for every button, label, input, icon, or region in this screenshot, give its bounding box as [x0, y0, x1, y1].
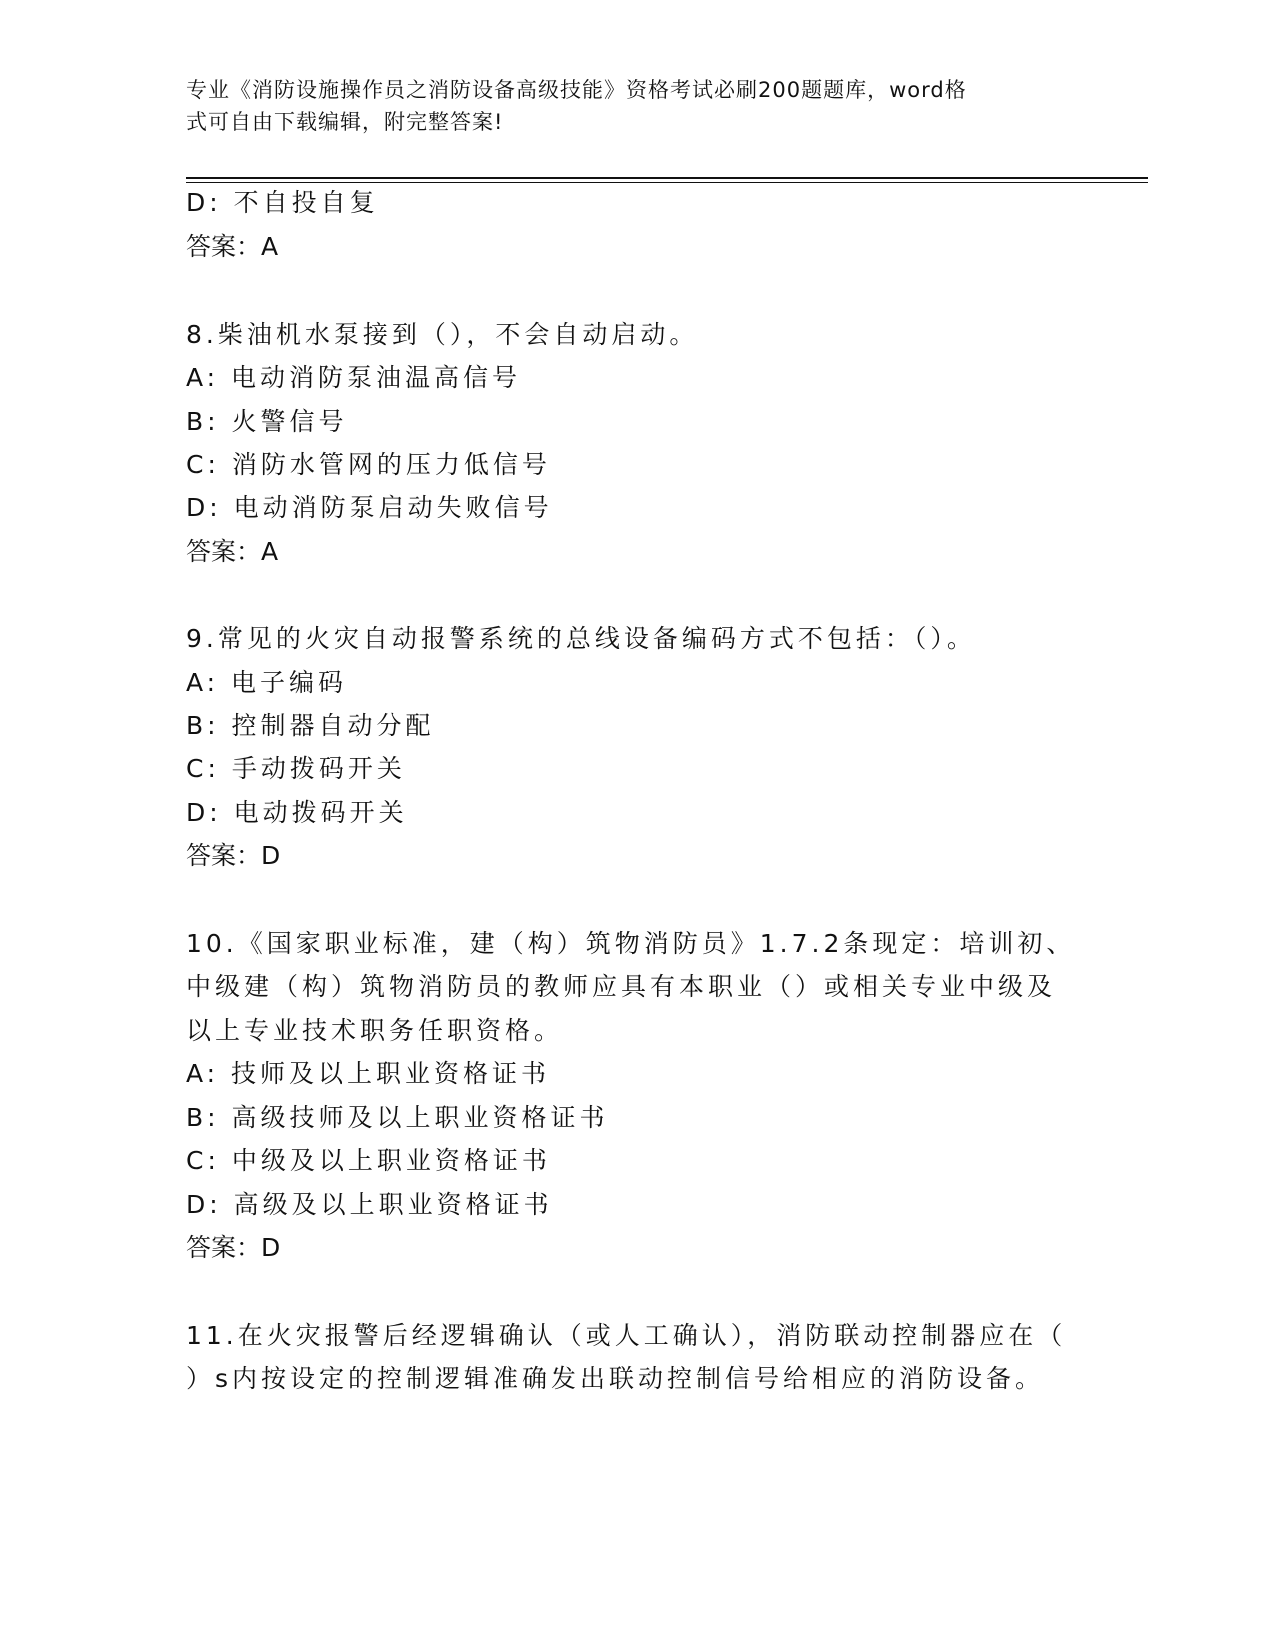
- prev-answer: [186, 230, 278, 264]
- header-divider-thin: [186, 182, 1148, 183]
- document-header: [186, 74, 1066, 138]
- q10-option-b: B: 高级技师及以上职业资格证书: [186, 1103, 609, 1132]
- header-divider-thick: [186, 177, 1148, 179]
- q10-answer: [186, 1231, 280, 1265]
- q10-option-d: D: 高级及以上职业资格证书: [186, 1190, 553, 1219]
- q8-answer: [186, 535, 278, 569]
- q9-option-d: D: 电动拨码开关: [186, 798, 408, 827]
- header-line-1: 专业《消防设施操作员之消防设备高级技能》资格考试必刷200题题库，word格: [186, 78, 967, 102]
- q10-option-c: C: 中级及以上职业资格证书: [186, 1146, 551, 1175]
- q10-stem-line-3: 以上专业技术职务任职资格。: [186, 1016, 564, 1045]
- q8-option-b: B: 火警信号: [186, 407, 348, 436]
- answer-value: A: [261, 537, 279, 566]
- q8-option-a: A: 电动消防泵油温高信号: [186, 363, 522, 392]
- answer-value: D: [261, 841, 281, 870]
- answer-label: 答案：: [186, 841, 262, 870]
- answer-value: D: [261, 1233, 281, 1262]
- q8-stem: 8.柴油机水泵接到（），不会自动启动。: [186, 320, 699, 349]
- q9-option-c: C: 手动拨码开关: [186, 754, 406, 783]
- prev-option-d: D: 不自投自复: [186, 188, 379, 217]
- q9-stem: 9.常见的火灾自动报警系统的总线设备编码方式不包括：（）。: [186, 624, 976, 653]
- q8-option-c: C: 消防水管网的压力低信号: [186, 450, 551, 479]
- q9-option-b: B: 控制器自动分配: [186, 711, 435, 740]
- answer-label: 答案：: [186, 1233, 262, 1262]
- answer-label: 答案：: [186, 232, 262, 261]
- answer-label: 答案：: [186, 537, 262, 566]
- q11-stem-line-2: ）s内按设定的控制逻辑准确发出联动控制信号给相应的消防设备。: [186, 1364, 1045, 1393]
- q10-stem-line-1: 10.《国家职业标准，建（构）筑物消防员》1.7.2条现定：培训初、: [186, 929, 1076, 958]
- answer-value: A: [261, 232, 279, 261]
- q10-stem-line-2: 中级建（构）筑物消防员的教师应具有本职业（）或相关专业中级及: [186, 972, 1057, 1001]
- q8-option-d: D: 电动消防泵启动失败信号: [186, 493, 553, 522]
- q9-answer: [186, 839, 280, 873]
- q11-stem-line-1: 11.在火灾报警后经逻辑确认（或人工确认），消防联动控制器应在（: [186, 1321, 1067, 1350]
- q9-option-a: A: 电子编码: [186, 668, 348, 697]
- header-line-2: 式可自由下载编辑，附完整答案!: [186, 110, 504, 134]
- q10-option-a: A: 技师及以上职业资格证书: [186, 1059, 551, 1088]
